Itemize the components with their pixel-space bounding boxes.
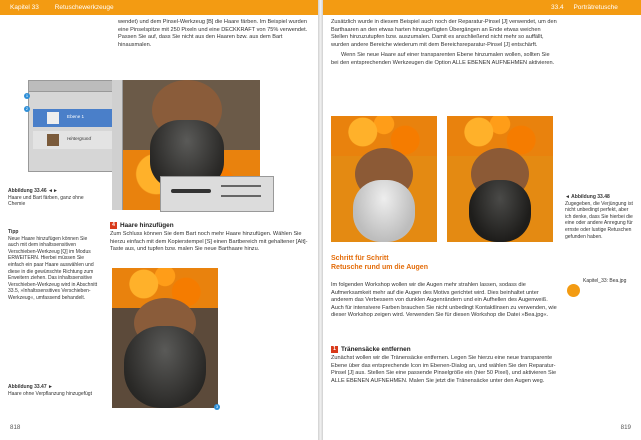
- workshop-heading-line-1: Schritt für Schritt: [331, 255, 389, 262]
- step-number-badge: 1: [331, 346, 338, 353]
- left-page: [0, 0, 318, 440]
- sidebar-file-reference: Kapitel_33: Bea.jpg: [583, 278, 627, 284]
- figure-caption-33-47: [8, 384, 98, 397]
- slider-track: [221, 185, 261, 187]
- beard: [124, 326, 206, 408]
- layers-panel-toolbar: [29, 81, 119, 92]
- step-4-heading: [110, 222, 174, 229]
- section-number: 33.4: [551, 4, 564, 11]
- caption-title: ◄ Abbildung 33.48: [565, 194, 610, 200]
- tip-box: [8, 229, 98, 302]
- figure-caption-33-48: [565, 194, 635, 240]
- brush-stroke-preview: [171, 189, 211, 193]
- download-icon: [567, 284, 580, 297]
- caption-text: Zugegeben, die Verjüngung ist nicht unbedingt perfekt, aber ich denke, dass Sie hierbei die eine oder andere Anregung für ernste oder lustige Retuschen gefunden haben.: [565, 200, 633, 240]
- slider-track: [221, 195, 261, 197]
- layer-row-selected: [33, 109, 115, 127]
- layers-panel: [28, 80, 120, 172]
- caption-text: Haare und Bart färben, ganz ohne Chemie: [8, 194, 84, 208]
- tip-text: Neue Haare hinzufügen können Sie auch mit dem inhaltssensitiven Verschieben-Werkzeug [Q] im Modus ERWEITERN. Hierbei müssen Sie einfach ein paar Haare auswählen und diese in die gewünschte Richtung zum Erweitern ziehen. Das inhaltssensitive Verschieben-Werkzeug wird in Abschnitt 33.5, »Inhaltssensitives Verschieben-Werkzeug«, umfassend behandelt.: [8, 235, 98, 301]
- paragraph: Wenn Sie neue Haare auf einer transparenten Ebene hinzumalen wollen, sollten Sie bei den entsprechenden Werkzeugen die Option ALLE EBENEN AUFNEHMEN aktivieren.: [331, 52, 555, 66]
- step-4-text: Zum Schluss können Sie dem Bart noch mehr Haare hinzufügen. Wählen Sie hierzu einfach mit dem Kopierstempel [S] einen Bartbereich mit gehaltener [Alt]-Taste aus, und tupfen bzw. malen Sie neue Barthaare hinzu.: [110, 231, 308, 253]
- paragraph: Zusätzlich wurde in diesem Beispiel auch noch der Reparatur-Pinsel [J] verwendet, um den Barthaaren an den etwas harten hinzugefügten Übergängen an Ende etwas weichen Stellen hinzuzutupfen bzw. auszumalen. Damit es anschließend nicht mehr so auffällt, wurden andere Bereiche wiederum mit dem Bereichsreparatur-Pinsel [J] entschärft.: [331, 19, 557, 48]
- caption-text: Haare ohne Verpflanzung hinzugefügt: [8, 390, 92, 397]
- figure-caption-33-46: [8, 188, 88, 208]
- left-header: [0, 0, 318, 15]
- beard: [469, 180, 531, 242]
- photo-bearded-man-bottom: [112, 268, 218, 408]
- chapter-label: Kapitel 33: [10, 4, 39, 11]
- photo-portrait-after: [447, 116, 553, 242]
- layer-row: [33, 131, 115, 149]
- workshop-heading: [331, 255, 561, 272]
- right-top-text: [331, 19, 557, 71]
- layer-name-1: Ebene 1: [67, 114, 85, 119]
- step-number-badge: 4: [110, 222, 117, 229]
- right-header: [323, 0, 641, 15]
- step-1-text: Zunächst wollen wir die Tränensäcke entfernen. Legen Sie hierzu eine neue transparente Ebene über das entsprechende Icon im Ebenen-Dialog an, und wählen Sie den Reparatur-Pinsel [J] aus. Stellen Sie eine passende Pinselgröße ein (hier 50 Pixel), und aktivieren Sie ALLE EBENEN AUFNEHMEN. Malen Sie jetzt die Tränensäcke unter den Augen weg.: [331, 355, 557, 384]
- page-number: 818: [10, 424, 21, 431]
- callout-marker-1: 1: [25, 93, 29, 98]
- step-1-heading: [331, 346, 411, 353]
- photo-portrait-before: [331, 116, 437, 242]
- section-title: Porträtretusche: [573, 4, 618, 11]
- workshop-heading-line-2: Retusche rund um die Augen: [331, 263, 428, 271]
- tool-bar: [112, 80, 123, 210]
- left-top-text: wendet) und dem Pinsel-Werkzeug [B] die Haare färben. Im Beispiel wurden eine Pinselspitze mit 250 Pixeln und eine DECKKRAFT von 75% verwendet. Passen Sie auf, dass Sie nicht aus den Haaren bzw. aus dem Bart hinausmalen.: [118, 19, 308, 48]
- callout-marker-3: 3: [215, 404, 219, 409]
- step-title: Tränensäcke entfernen: [341, 346, 411, 354]
- workshop-intro-text: Im folgenden Workshop wollen wir die Augen mehr strahlen lassen, sodass die Aufmerksamkeit mehr auf die Augen des Motivs gerichtet wird. Dies beinhaltet unter anderem das Verbessern von dunklen Augenrändern und ein Aufhellen des Augenweiß. Auch für intensivere Farben brauchen Sie nicht unbedingt Kontaktlinsen zu verwenden, wie dieser Workshop zeigen wird. Verwenden Sie für diesen Workshop die Datei »Bea.jpg«.: [331, 282, 557, 319]
- beard: [353, 180, 415, 242]
- chapter-title: Retuschewerkzeuge: [54, 4, 114, 11]
- step-title: Haare hinzufügen: [120, 222, 174, 230]
- layer-thumb: [47, 112, 59, 124]
- layer-thumb: [47, 134, 59, 146]
- caption-title: Abbildung 33.47 ►: [8, 384, 53, 390]
- right-page: [323, 0, 641, 440]
- page-number: 819: [620, 424, 631, 431]
- tip-title: Tipp: [8, 229, 19, 235]
- caption-title: Abbildung 33.46 ◄►: [8, 188, 58, 194]
- callout-marker-2: 2: [25, 106, 29, 111]
- brush-options-panel: [160, 176, 274, 212]
- layer-name-2: Hintergrund: [67, 136, 92, 141]
